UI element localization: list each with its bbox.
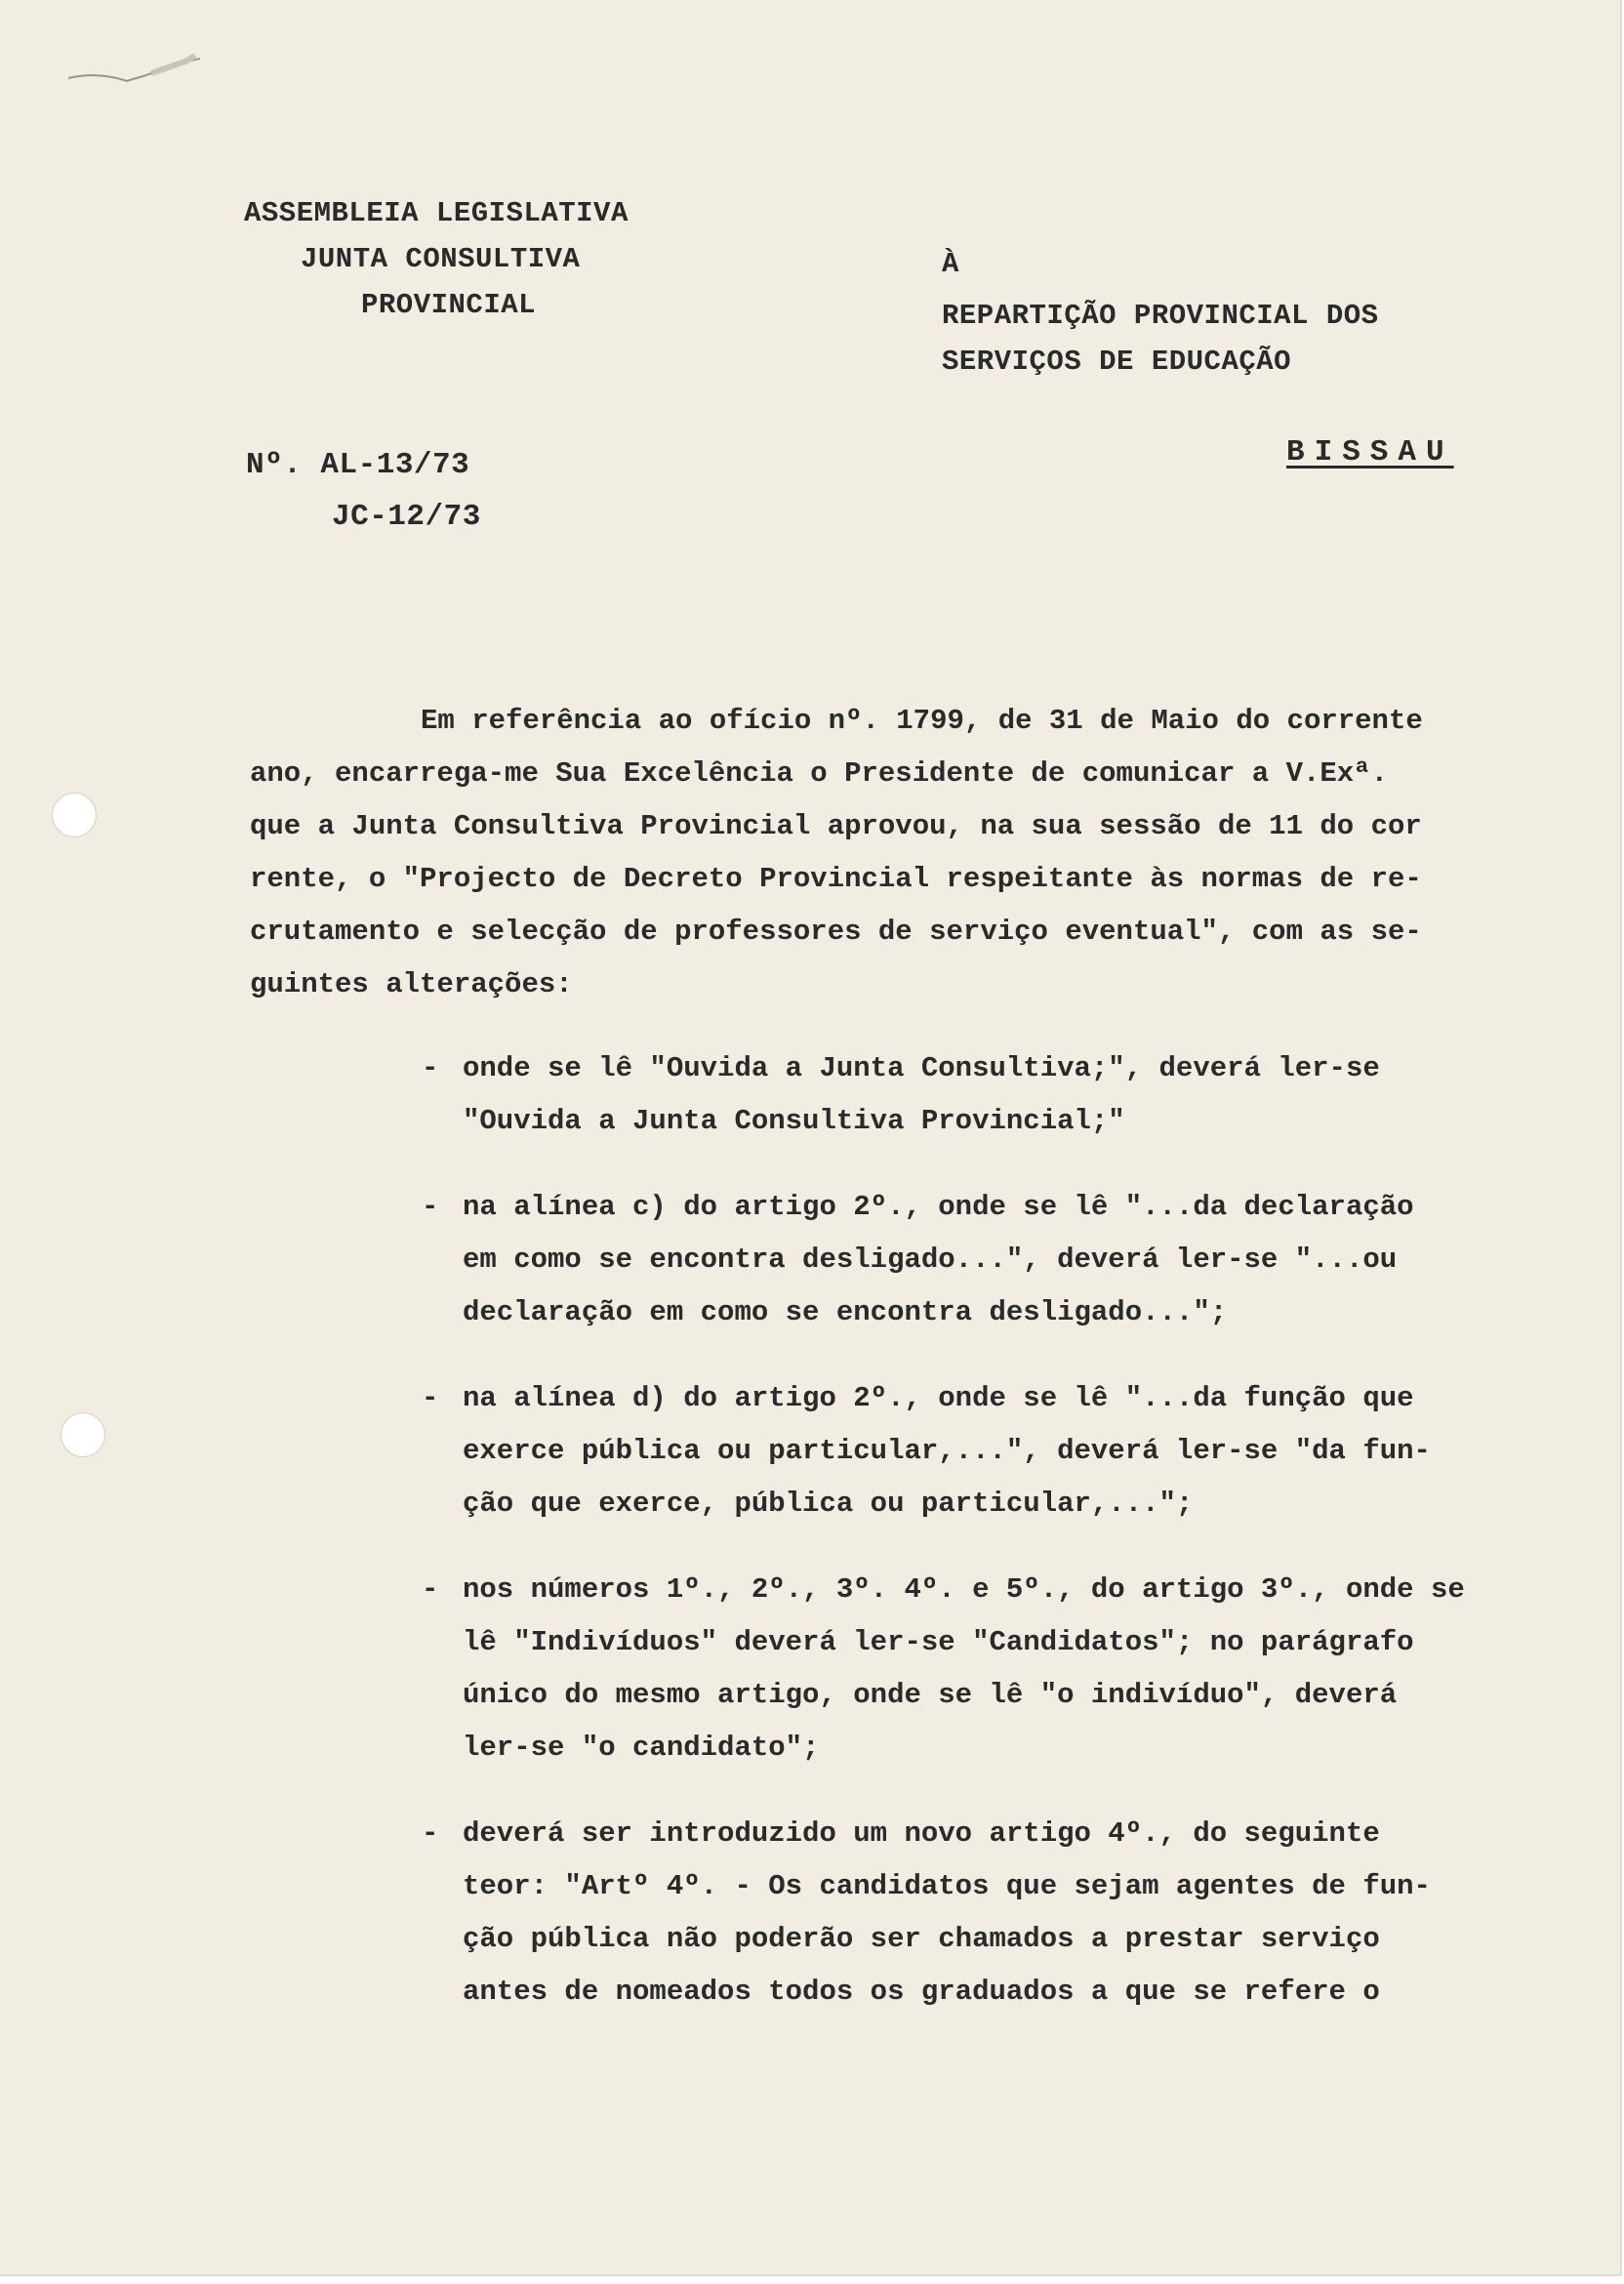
reference-line: JC-12/73 <box>332 500 481 534</box>
amendment-line: declaração em como se encontra desligado..."; <box>463 1296 1228 1328</box>
amendments-list <box>422 1042 1603 2052</box>
punch-hole <box>52 793 97 837</box>
amendment-item <box>422 1808 1603 2019</box>
amendment-line: nos números 1º., 2º., 3º. 4º. e 5º., do artigo 3º., onde se <box>463 1573 1465 1606</box>
reference-line: Nº. AL-13/73 <box>246 448 470 482</box>
amendment-item <box>422 1181 1603 1339</box>
paragraph-line: Em referência ao ofício nº. 1799, de 31 de Maio do corrente <box>421 705 1423 737</box>
paragraph-line: que a Junta Consultiva Provincial aprovou, na sua sessão de 11 do cor <box>250 810 1422 842</box>
recipient-prefix: À <box>942 248 959 280</box>
amendment-line: na alínea d) do artigo 2º., onde se lê "...da função que <box>463 1382 1414 1414</box>
recipient-block <box>942 241 1379 385</box>
reference-number <box>246 439 481 543</box>
amendment-line: na alínea c) do artigo 2º., onde se lê "...da declaração <box>463 1191 1414 1223</box>
paper-tear-mark <box>68 54 205 93</box>
amendment-line: antes de nomeados todos os graduados a que se refere o <box>463 1976 1380 2008</box>
amendment-line: em como se encontra desligado...", deverá ler-se "...ou <box>463 1244 1398 1276</box>
sender-line: JUNTA CONSULTIVA <box>301 243 581 275</box>
amendment-line: ção pública não poderão ser chamados a prestar serviço <box>463 1923 1380 1955</box>
amendment-line: exerce pública ou particular,...", deverá ler-se "da fun- <box>463 1435 1431 1467</box>
list-dash: - <box>422 1052 439 1084</box>
paragraph-line: guintes alterações: <box>250 968 573 1000</box>
sender-line: PROVINCIAL <box>361 289 537 321</box>
sender-line: ASSEMBLEIA LEGISLATIVA <box>244 197 629 229</box>
amendment-line: ler-se "o candidato"; <box>463 1732 820 1764</box>
punch-hole <box>61 1412 105 1457</box>
list-dash: - <box>422 1573 439 1606</box>
list-dash: - <box>422 1817 439 1850</box>
list-dash: - <box>422 1191 439 1223</box>
paragraph-line: ano, encarrega-me Sua Excelência o Presidente de comunicar a V.Exª. <box>250 757 1388 790</box>
amendment-line: único do mesmo artigo, onde se lê "o indivíduo", deverá <box>463 1679 1398 1711</box>
amendment-line: lê "Indivíduos" deverá ler-se "Candidatos"; no parágrafo <box>463 1626 1414 1658</box>
sender-block <box>244 190 629 328</box>
amendment-item <box>422 1042 1603 1148</box>
recipient-line: REPARTIÇÃO PROVINCIAL DOS <box>942 300 1379 332</box>
amendment-line: ção que exerce, pública ou particular,..."; <box>463 1488 1194 1520</box>
amendment-line: deverá ser introduzido um novo artigo 4º., do seguinte <box>463 1817 1380 1850</box>
amendment-item <box>422 1372 1603 1530</box>
amendment-line: onde se lê "Ouvida a Junta Consultiva;", deverá ler-se <box>463 1052 1380 1084</box>
recipient-line: SERVIÇOS DE EDUCAÇÃO <box>942 346 1292 378</box>
paragraph-line: crutamento e selecção de professores de serviço eventual", com as se- <box>250 916 1422 948</box>
place-name: BISSAU <box>1286 435 1454 469</box>
amendment-line: "Ouvida a Junta Consultiva Provincial;" <box>463 1105 1125 1137</box>
list-dash: - <box>422 1382 439 1414</box>
amendment-line: teor: "Artº 4º. - Os candidatos que sejam agentes de fun- <box>463 1870 1431 1902</box>
body-paragraph <box>250 695 1577 1011</box>
paragraph-line: rente, o "Projecto de Decreto Provincial respeitante às normas de re- <box>250 863 1422 895</box>
amendment-item <box>422 1564 1603 1774</box>
